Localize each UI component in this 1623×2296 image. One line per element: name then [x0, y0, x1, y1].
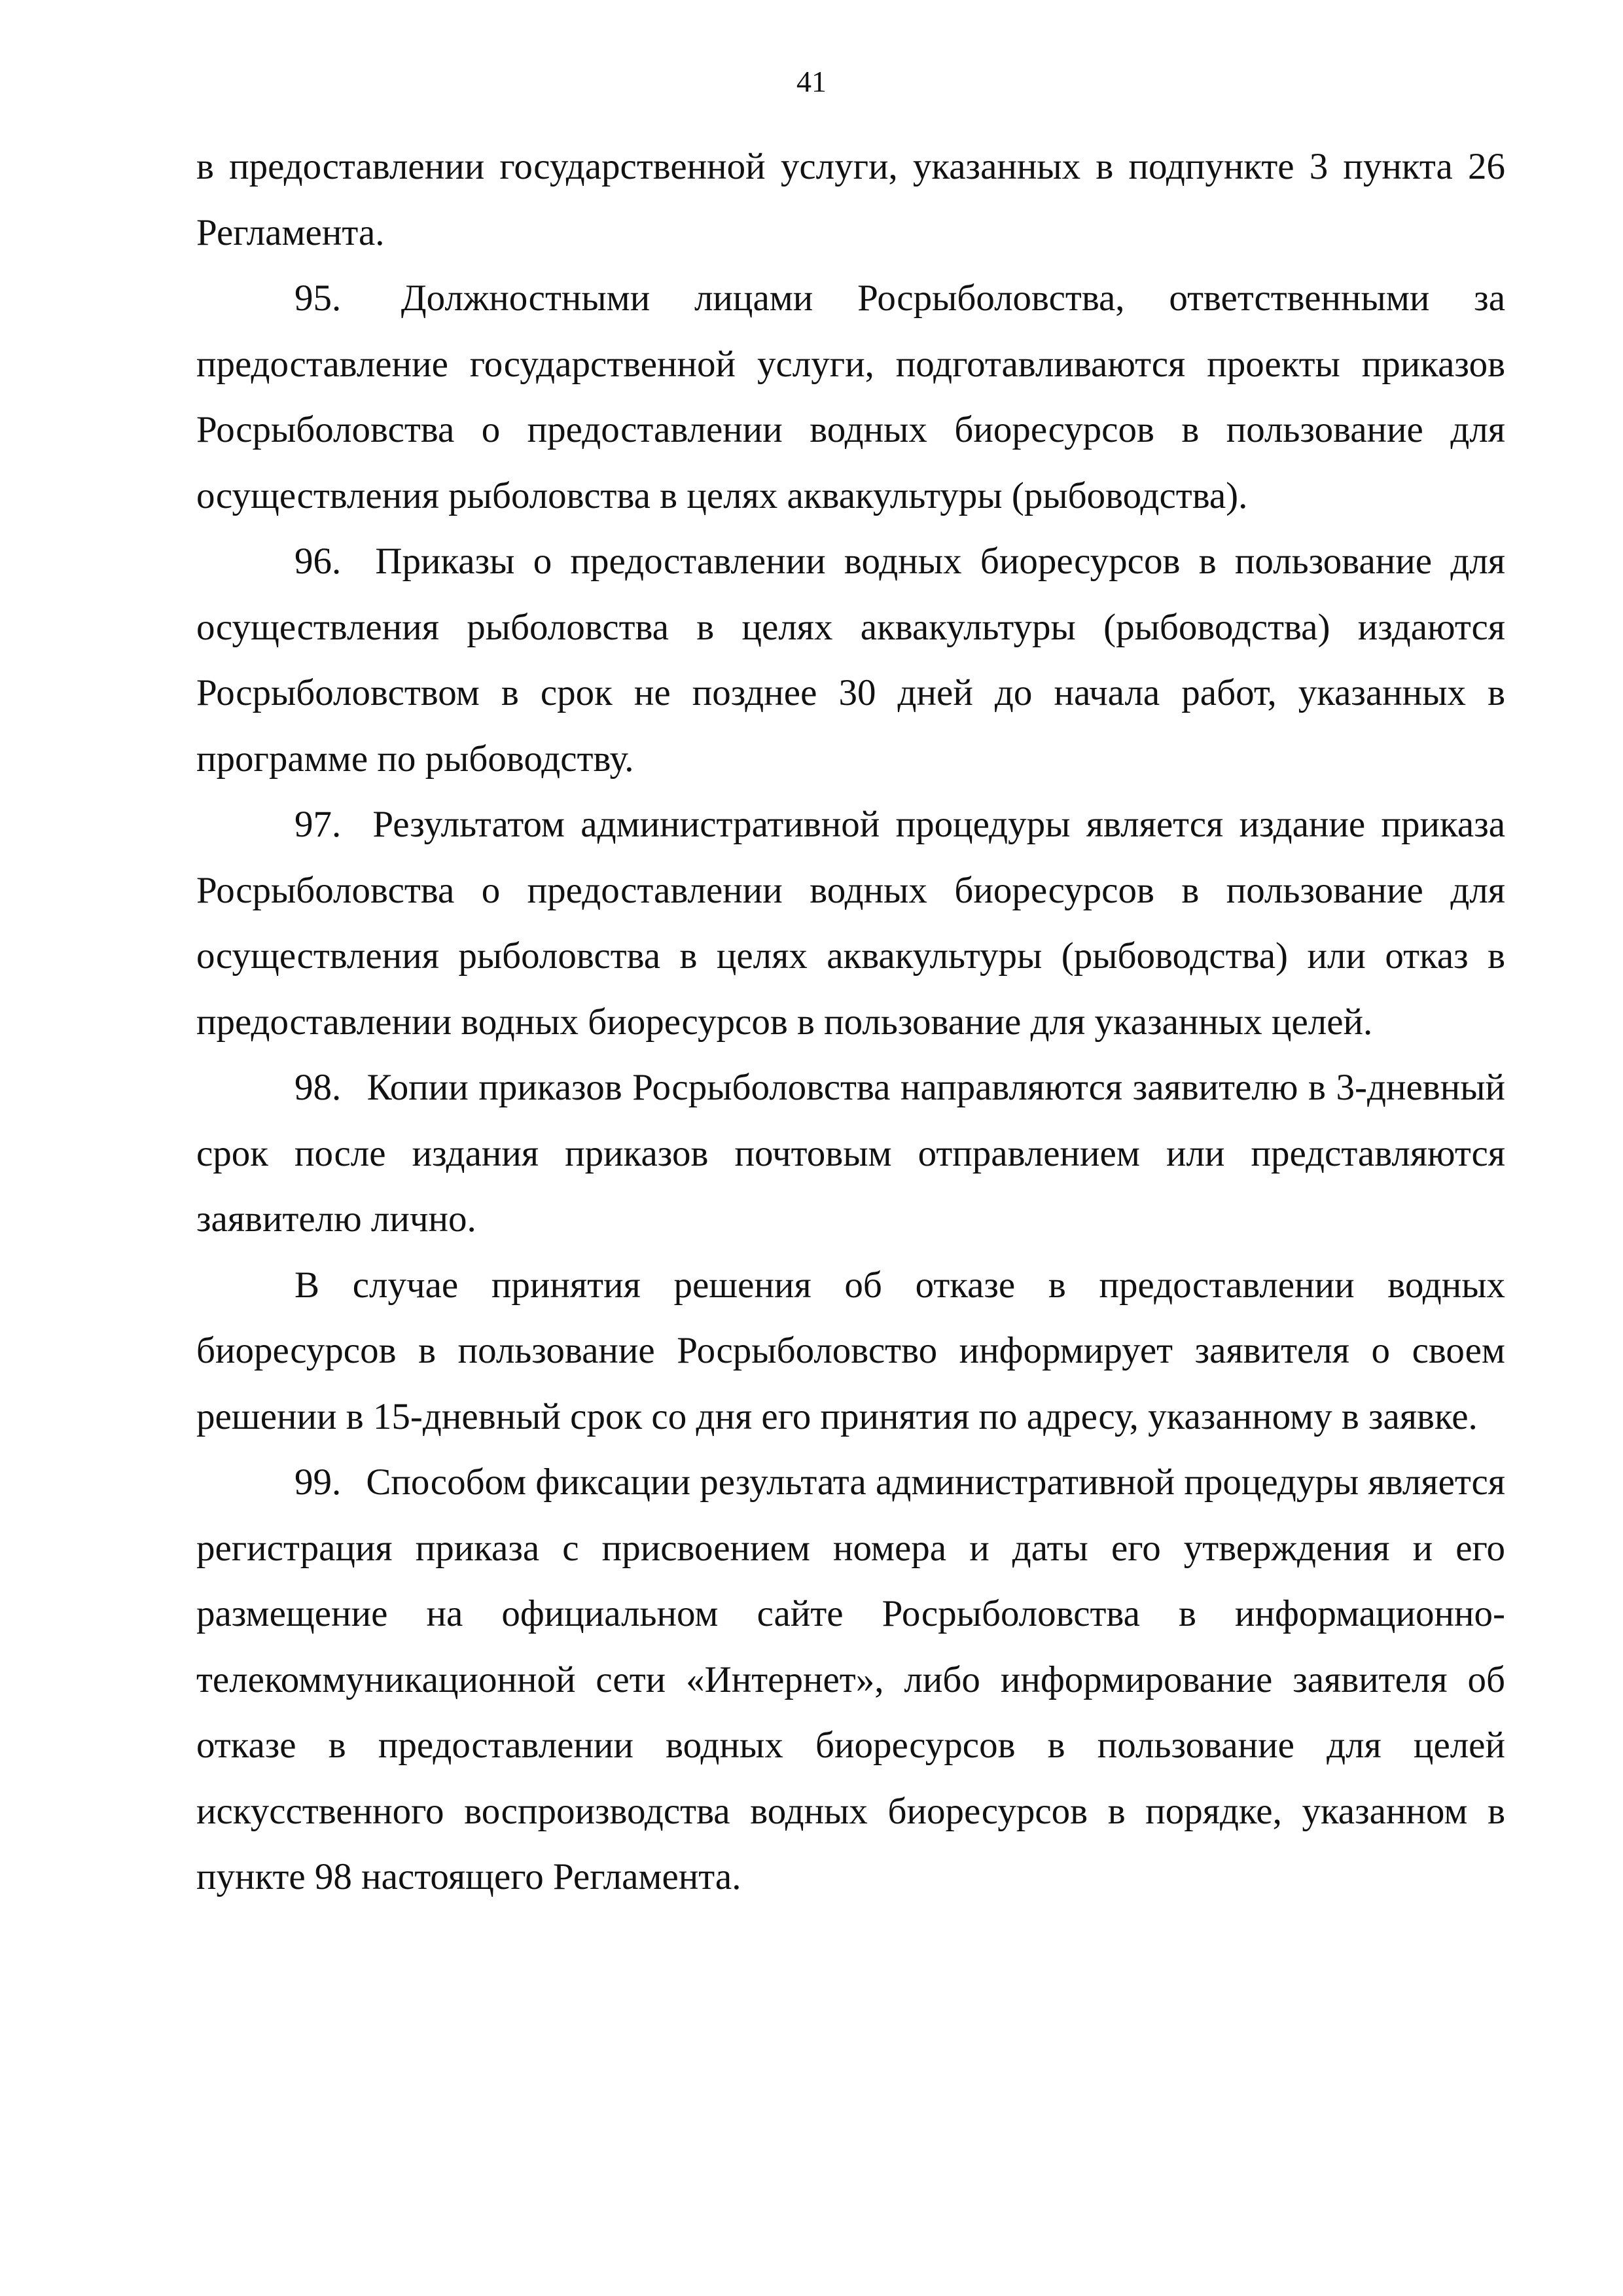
paragraph-98	[196, 1055, 1505, 1253]
paragraph-99	[196, 1450, 1505, 1910]
paragraph-number: 99.	[294, 1462, 342, 1503]
paragraph-97	[196, 792, 1505, 1055]
paragraph-text: Способом фиксации результата административной процедуры является регистрация приказа с присвоением номера и даты его утверждения и его размещение на официальном сайте Росрыболовства в информационно-телекоммуникационной сети «Интернет», либо информирование заявителя об отказе в предоставлении водных биоресурсов в пользование для целей искусственного воспроизводства водных биоресурсов в порядке, указанном в пункте 98 настоящего Регламента.	[196, 1462, 1506, 1897]
paragraph-98-refusal	[196, 1253, 1505, 1450]
paragraph-text: Результатом административной процедуры является издание приказа Росрыболовства о предоставлении водных биоресурсов в пользование для осуществления рыболовства в целях аквакультуры (рыбоводства) или отказ в предоставлении водных биоресурсов в пользование для указанных целей.	[196, 804, 1506, 1043]
document-body	[196, 134, 1505, 1910]
paragraph-text: В случае принятия решения об отказе в предоставлении водных биоресурсов в пользование Росрыболовство информирует заявителя о своем решении в 15-дневный срок со дня его принятия по адресу, указанному в заявке.	[196, 1264, 1505, 1437]
paragraph-number: 98.	[294, 1067, 342, 1108]
paragraph-text: Копии приказов Росрыболовства направляются заявителю в 3-дневный срок после издания приказов почтовым отправлением или представляются заявителю лично.	[196, 1067, 1506, 1240]
paragraph-96	[196, 529, 1505, 792]
paragraph-number: 95.	[294, 278, 342, 319]
paragraph-number: 96.	[294, 541, 342, 582]
paragraph-number: 97.	[294, 804, 342, 845]
paragraph-text: в предоставлении государственной услуги, указанных в подпункте 3 пункта 26 Регламента.	[196, 146, 1505, 253]
paragraph-text: Приказы о предоставлении водных биоресурсов в пользование для осуществления рыболовства в целях аквакультуры (рыбоводства) издаются Росрыболовством в срок не позднее 30 дней до начала работ, указанных в программе по рыбоводству.	[196, 541, 1506, 780]
paragraph-continuation	[196, 134, 1505, 266]
page-number: 41	[796, 65, 827, 98]
paragraph-95	[196, 266, 1505, 529]
paragraph-text: Должностными лицами Росрыболовства, ответственными за предоставление государственной услуги, подготавливаются проекты приказов Росрыболовства о предоставлении водных биоресурсов в пользование для осуществления рыболовства в целях аквакультуры (рыбоводства).	[196, 278, 1505, 516]
